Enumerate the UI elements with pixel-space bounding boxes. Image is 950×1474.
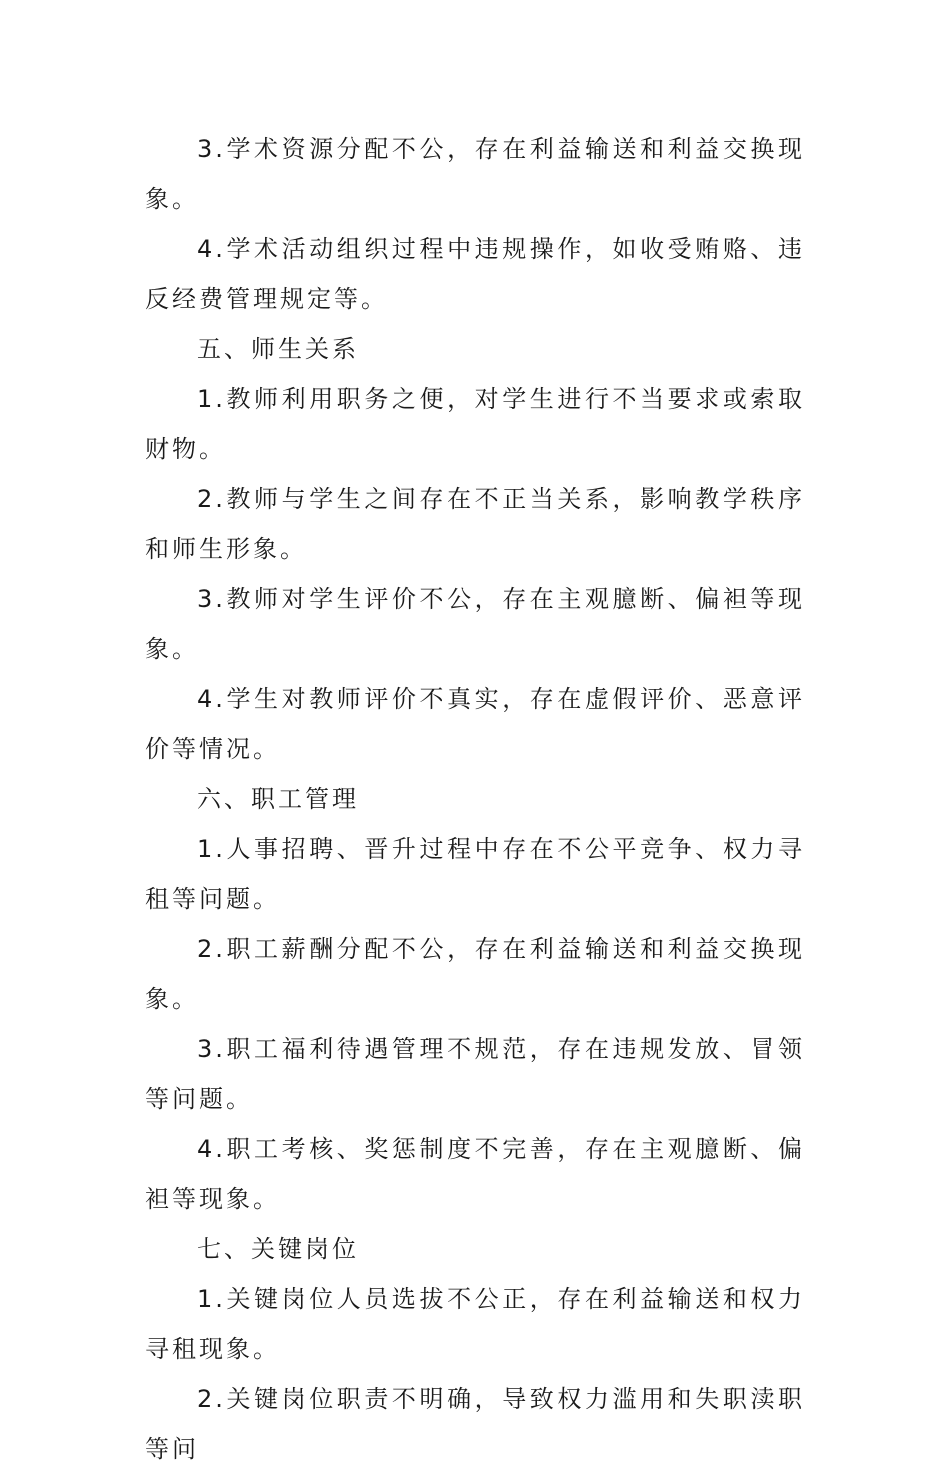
paragraph: 1.关键岗位人员选拔不公正，存在利益输送和权力寻租现象。: [145, 1285, 805, 1363]
paragraph: 4.学术活动组织过程中违规操作，如收受贿赂、违反经费管理规定等。: [145, 235, 805, 313]
paragraph: 3.职工福利待遇管理不规范，存在违规发放、冒领等问题。: [145, 1035, 805, 1113]
paragraph: 4.职工考核、奖惩制度不完善，存在主观臆断、偏袒等现象。: [145, 1135, 805, 1213]
paragraph: 3.学术资源分配不公，存在利益输送和利益交换现象。: [145, 135, 805, 213]
document-body: [145, 124, 805, 1474]
paragraph: 2.职工薪酬分配不公，存在利益输送和利益交换现象。: [145, 935, 805, 1013]
paragraph: 4.学生对教师评价不真实，存在虚假评价、恶意评价等情况。: [145, 685, 805, 763]
section-heading: 五、师生关系: [197, 335, 359, 363]
section-heading: 六、职工管理: [197, 785, 359, 813]
paragraph: 2.关键岗位职责不明确，导致权力滥用和失职渎职等问: [145, 1385, 805, 1463]
section-heading: 七、关键岗位: [197, 1235, 359, 1263]
paragraph: 3.教师对学生评价不公，存在主观臆断、偏袒等现象。: [145, 585, 805, 663]
paragraph: 1.教师利用职务之便，对学生进行不当要求或索取财物。: [145, 385, 805, 463]
paragraph: 2.教师与学生之间存在不正当关系，影响教学秩序和师生形象。: [145, 485, 805, 563]
paragraph: 1.人事招聘、晋升过程中存在不公平竞争、权力寻租等问题。: [145, 835, 805, 913]
